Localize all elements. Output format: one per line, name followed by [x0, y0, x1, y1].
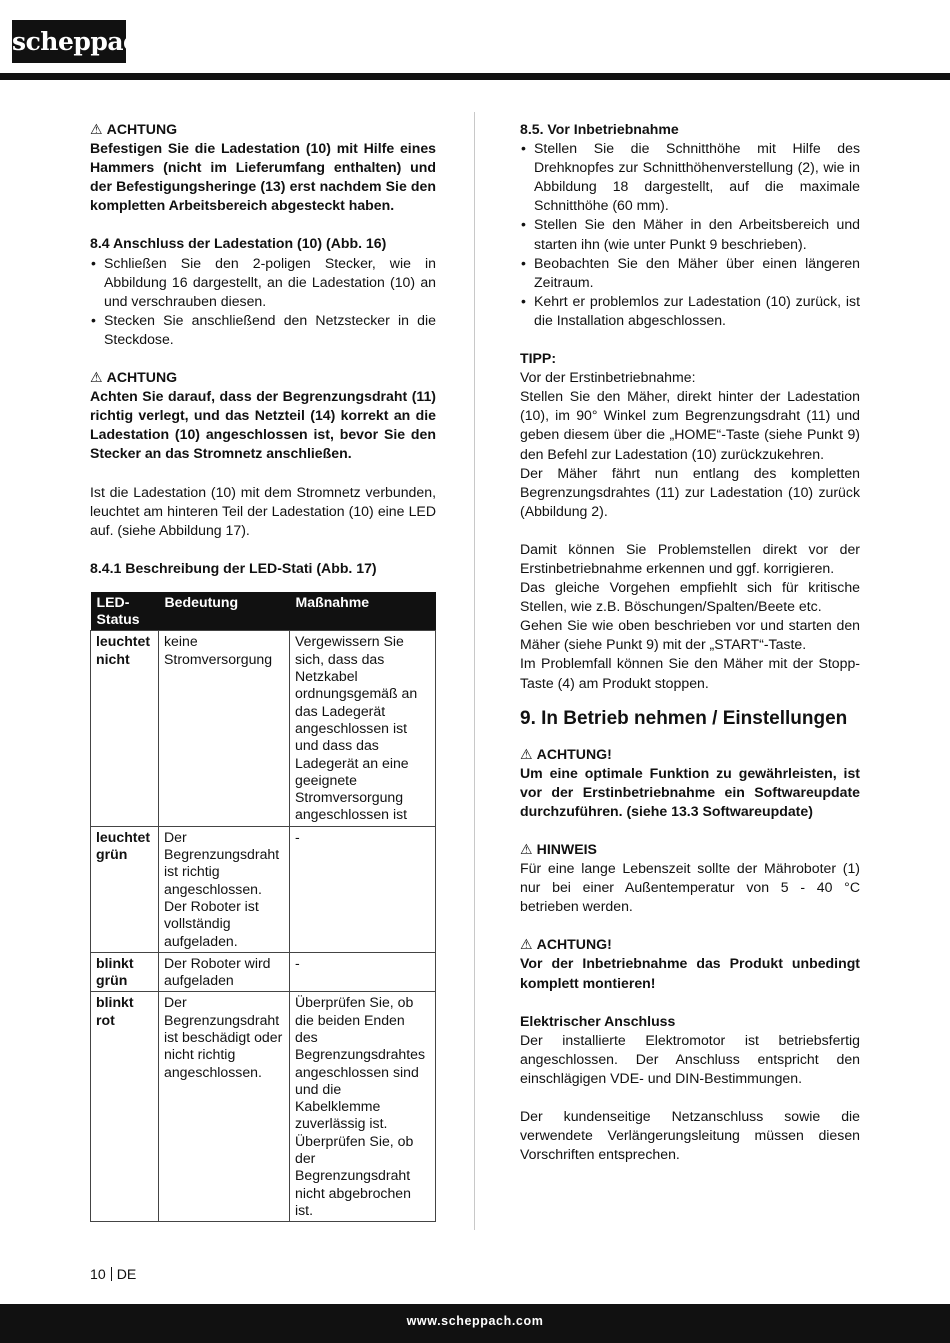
- table-cell: blinkt rot: [91, 992, 159, 1222]
- right-column: [520, 120, 860, 1164]
- list-item: • Stellen Sie den Mäher in den Arbeitsbereich und starten ihn (wie unter Punkt 9 beschrieben).: [520, 215, 860, 253]
- brand-logo: scheppach: [12, 20, 126, 63]
- list-item: • Kehrt er problemlos zur Ladestation (10) zurück, ist die Installation abgeschlossen.: [520, 292, 860, 330]
- warning-triangle-icon: ⚠: [90, 121, 103, 137]
- table-header-cell: Maßnahme: [290, 592, 436, 631]
- list-item: • Stecken Sie anschließend den Netzstecker in die Steckdose.: [90, 311, 436, 349]
- page-number: 10 DE: [90, 1266, 137, 1282]
- table-cell: Der Begrenzungsdraht ist beschädigt oder nicht richtig angeschlossen.: [159, 992, 290, 1222]
- paragraph: Ist die Ladestation (10) mit dem Stromnetz verbunden, leuchtet am hinteren Teil der Ladestation (10) eine LED auf. (siehe Abbildung 17).: [90, 483, 436, 538]
- table-cell: Vergewissern Sie sich, dass das Netzkabel ordnungsgemäß an das Ladegerät angeschlossen ist und dass das Ladegerät an eine geeignete Stromversorgung angeschlossen ist: [290, 631, 436, 826]
- table-cell: keine Stromversorgung: [159, 631, 290, 826]
- section-heading-8-4: 8.4 Anschluss der Ladestation (10) (Abb. 16): [90, 235, 387, 252]
- table-row: [91, 826, 436, 952]
- table-header-cell: Bedeutung: [159, 592, 290, 631]
- table-cell: leuchtet grün: [91, 826, 159, 952]
- warning-heading: ⚠ ACHTUNG: [90, 120, 436, 139]
- bullet-list: [90, 254, 436, 349]
- list-item: • Stellen Sie die Schnitthöhe mit Hilfe des Drehknopfes zur Schnitthöhenverstellung (2), wie in Abbildung 18 dargestellt, auf die maximale Schnitthöhe (60 mm).: [520, 139, 860, 215]
- column-divider: [474, 112, 475, 1230]
- hint-heading: ⚠ HINWEIS: [520, 840, 860, 859]
- paragraph: Vor der Erstinbetriebnahme:: [520, 369, 696, 386]
- table-cell: -: [290, 952, 436, 992]
- table-header-row: [91, 592, 436, 631]
- paragraph: Stellen Sie den Mäher, direkt hinter der Ladestation (10), im 90° Winkel zum Begrenzungsdraht (11) und geben diesem über die „HOME“-Taste (siehe Punkt 9) den Befehl zur Ladestation (10) zurückzukehren.: [520, 388, 860, 462]
- table-cell: Der Begrenzungsdraht ist richtig angeschlossen. Der Roboter ist vollständig aufgeladen.: [159, 826, 290, 952]
- table-row: [91, 631, 436, 826]
- warning-text: Befestigen Sie die Ladestation (10) mit Hilfe eines Hammers (nicht im Lieferumfang enthalten) und der Befestigungsheringe (13) erst nachdem Sie den kompletten Arbeitsbereich abgesteckt haben.: [90, 140, 436, 214]
- warning-triangle-icon: ⚠: [520, 936, 533, 953]
- table-cell: Der Roboter wird aufgeladen: [159, 952, 290, 992]
- bullet-list: [520, 139, 860, 330]
- left-column: [90, 120, 436, 1222]
- table-cell: Überprüfen Sie, ob die beiden Enden des Begrenzungsdrahtes angeschlossen sind und die Kabelklemme zuverlässig ist. Überprüfen Sie, ob der Begrenzungsdraht nicht abgebrochen ist.: [290, 992, 436, 1222]
- warning-text: Um eine optimale Funktion zu gewährleisten, ist vor der Erstinbetriebnahme ein Softwareupdate durchzuführen. (siehe 13.3 Softwareupdate): [520, 764, 860, 819]
- warning-triangle-icon: ⚠: [520, 745, 533, 762]
- paragraph: Damit können Sie Problemstellen direkt vor der Erstinbetriebnahme erkennen und ggf. korrigieren.: [520, 540, 860, 576]
- paragraph: Im Problemfall können Sie den Mäher mit der Stopp-Taste (4) am Produkt stoppen.: [520, 655, 860, 691]
- warning-heading: ⚠ ACHTUNG!: [520, 745, 860, 764]
- paragraph: Der kundenseitige Netzanschluss sowie die verwendete Verlängerungsleitung müssen diesen Vorschriften entsprechen.: [520, 1108, 860, 1163]
- paragraph: Das gleiche Vorgehen empfiehlt sich für kritische Stellen, wie z.B. Böschungen/Spalten/Beete etc.: [520, 579, 860, 615]
- section-heading-8-4-1: 8.4.1 Beschreibung der LED-Stati (Abb. 17): [90, 559, 377, 576]
- footer-url[interactable]: www.scheppach.com: [406, 1314, 544, 1328]
- table-row: [91, 952, 436, 992]
- paragraph: Gehen Sie wie oben beschrieben vor und starten den Mäher (siehe Punkt 9) mit der „START“-Taste.: [520, 617, 860, 653]
- warning-heading: ⚠ ACHTUNG!: [520, 935, 860, 954]
- list-item: • Schließen Sie den 2-poligen Stecker, wie in Abbildung 16 dargestellt, an die Ladestation (10) an und verschrauben diesen.: [90, 254, 436, 311]
- table-row: [91, 992, 436, 1222]
- tip-heading: TIPP:: [520, 350, 557, 367]
- warning-text: Vor der Inbetriebnahme das Produkt unbedingt komplett montieren!: [520, 955, 860, 991]
- paragraph: Der Mäher fährt nun entlang des kompletten Begrenzungsdrahtes (11) zur Ladestation (10) zurück (Abbildung 2).: [520, 464, 860, 519]
- header-rule: [0, 73, 950, 80]
- warning-text: Achten Sie darauf, dass der Begrenzungsdraht (11) richtig verlegt, und das Netzteil (14) korrekt an die Ladestation (10) angeschlossen ist, bevor Sie den Stecker an das Stromnetz anschließen.: [90, 388, 436, 462]
- list-item: • Beobachten Sie den Mäher über einen längeren Zeitraum.: [520, 254, 860, 292]
- section-heading-9: 9. In Betrieb nehmen / Einstellungen: [520, 707, 848, 729]
- table-cell: -: [290, 826, 436, 952]
- subsection-heading: Elektrischer Anschluss: [520, 1012, 676, 1029]
- section-heading-8-5: 8.5. Vor Inbetriebnahme: [520, 121, 679, 137]
- warning-heading: ⚠ ACHTUNG: [90, 368, 436, 387]
- warning-triangle-icon: ⚠: [90, 369, 103, 386]
- table-cell: blinkt grün: [91, 952, 159, 992]
- led-status-table: [90, 592, 436, 1222]
- table-header-cell: LED-Status: [91, 592, 159, 631]
- warning-triangle-icon: ⚠: [520, 841, 533, 857]
- paragraph: Der installierte Elektromotor ist betriebsfertig angeschlossen. Der Anschluss entspricht den einschlägigen VDE- und DIN-Bestimmungen.: [520, 1031, 860, 1086]
- hint-text: Für eine lange Lebenszeit sollte der Mähroboter (1) nur bei einer Außentemperatur von 5 - 40 °C betrieben werden.: [520, 860, 860, 915]
- table-cell: leuchtet nicht: [91, 631, 159, 826]
- separator: [111, 1267, 112, 1281]
